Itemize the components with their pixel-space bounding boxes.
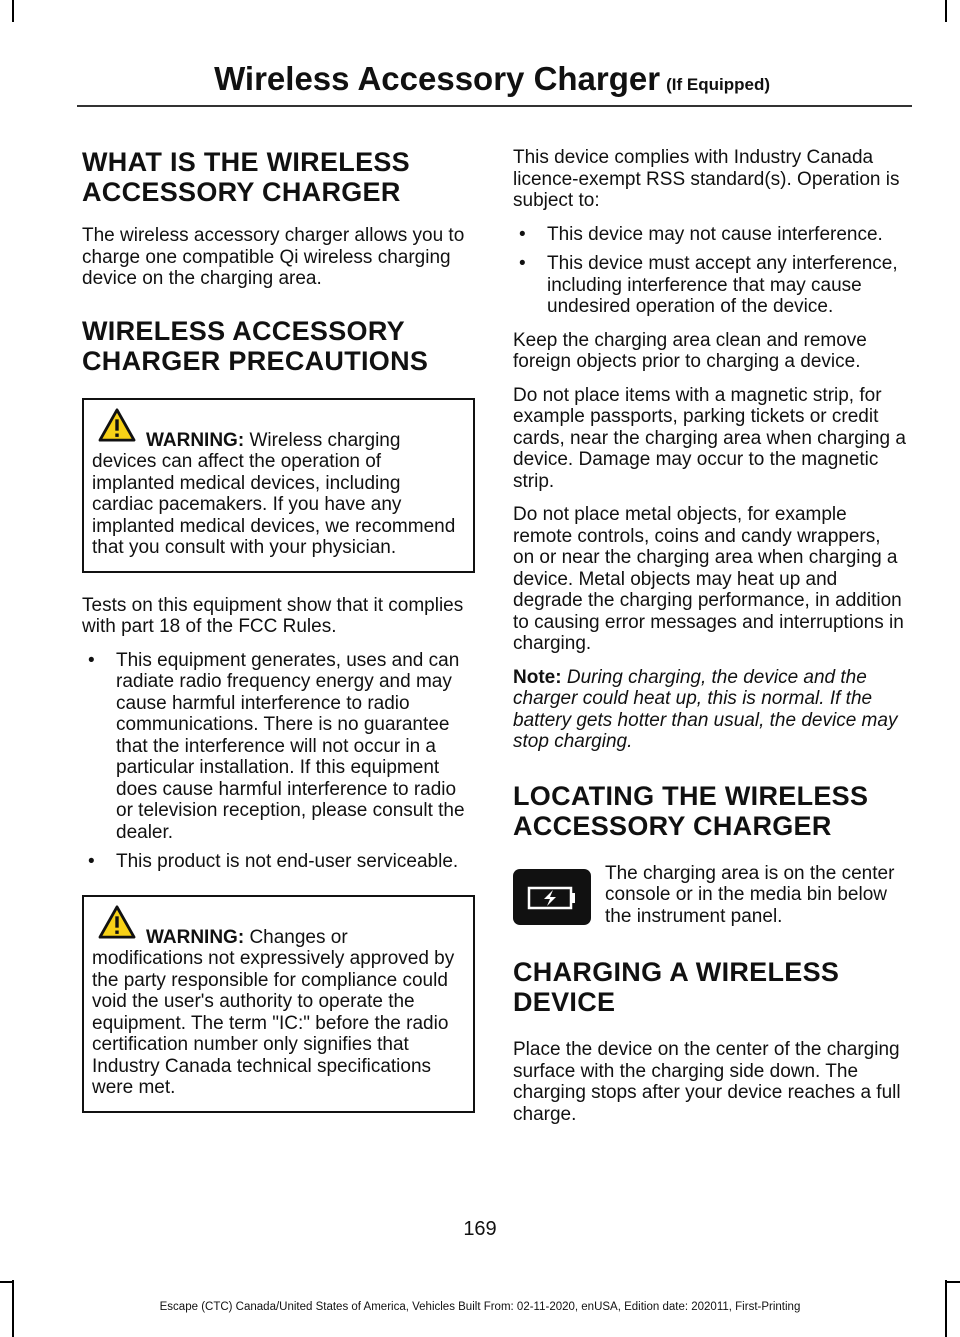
header-title: Wireless Accessory Charger bbox=[214, 60, 661, 97]
ic-bullet-list bbox=[513, 224, 906, 318]
wireless-charger-glyph bbox=[513, 869, 591, 925]
paragraph-clean-area: Keep the charging area clean and remove foreign objects prior to charging a device. bbox=[513, 329, 867, 372]
warning-box-modifications bbox=[82, 895, 475, 1113]
page-number: 169 bbox=[463, 1218, 497, 1240]
fcc-bullet-list bbox=[82, 650, 475, 873]
note-label: Note: bbox=[513, 666, 562, 688]
locate-row bbox=[513, 863, 906, 928]
list-item bbox=[82, 851, 475, 873]
crop-mark bbox=[0, 1281, 12, 1283]
left-column bbox=[82, 147, 475, 1135]
note-text: During charging, the device and the charger could heat up, this is normal. If the battery gets hotter than usual, the device may stop charging. bbox=[513, 666, 898, 752]
page-header bbox=[214, 60, 770, 98]
warning-text-modifications bbox=[92, 927, 463, 1099]
right-column bbox=[513, 147, 906, 1137]
locate-text: The charging area is on the center console or in the media bin below the instrument panel. bbox=[605, 862, 895, 927]
warning-text-medical bbox=[92, 430, 463, 559]
charging-paragraph: Place the device on the center of the charging surface with the charging side down. The charging stops after your device reaches a full charge. bbox=[513, 1039, 901, 1125]
crop-mark bbox=[946, 1281, 960, 1283]
warning-label: WARNING: bbox=[146, 926, 245, 948]
paragraph-metal: Do not place metal objects, for example remote controls, coins and candy wrappers, on or near the charging area when charging a device. Metal objects may heat up and degrade the charging performance, in addition to causing error messages and interruptions in charging. bbox=[513, 504, 904, 654]
warning-box-medical bbox=[82, 398, 475, 573]
section-heading-charging: CHARGING A WIRELESS DEVICE bbox=[513, 957, 840, 1017]
list-item-text: This device may not cause interference. bbox=[547, 223, 883, 245]
section-heading-what-is: WHAT IS THE WIRELESS ACCESSORY CHARGER bbox=[82, 147, 410, 207]
crop-mark bbox=[12, 0, 14, 22]
header-divider bbox=[77, 105, 912, 107]
warning-triangle-icon bbox=[98, 408, 136, 442]
paragraph-magnetic: Do not place items with a magnetic strip, for example passports, parking tickets or credit cards, near the charging area when charging a device. Damage may occur to the magnetic strip. bbox=[513, 384, 906, 492]
bullet-mark: • bbox=[88, 649, 95, 671]
warning-body: Wireless charging devices can affect the operation of implanted medical devices, including cardiac pacemakers. If you have any implanted medical devices, we recommend that you consult with your physician. bbox=[92, 429, 456, 558]
list-item-text: This device must accept any interference, including interference that may cause undesired operation of the device. bbox=[547, 253, 898, 317]
ic-intro: This device complies with Industry Canada licence-exempt RSS standard(s). Operation is subject to: bbox=[513, 147, 900, 211]
list-item-text: This product is not end-user serviceable. bbox=[116, 851, 459, 872]
section-heading-locating: LOCATING THE WIRELESS ACCESSORY CHARGER bbox=[513, 780, 869, 841]
list-item-text: This equipment generates, uses and can radiate radio frequency energy and may cause harmful interference to radio communications. There is no guarantee that the interference will not occur in a particular installation. If this equipment does cause harmful interference to radio or television reception, please consult the dealer. bbox=[116, 649, 465, 843]
bullet-mark: • bbox=[519, 223, 526, 245]
bullet-mark: • bbox=[519, 253, 526, 274]
list-item bbox=[513, 253, 906, 318]
section-heading-precautions: WIRELESS ACCESSORY CHARGER PRECAUTIONS bbox=[82, 315, 429, 376]
list-item bbox=[82, 650, 475, 844]
wireless-charger-icon bbox=[513, 869, 591, 925]
warning-body: Changes or modifications not expressively approved by the party responsible for compliance could void the user's authority to operate the equipment. The term "IC:" before the radio certification number only signifies that Industry Canada technical specifications were met. bbox=[92, 926, 455, 1098]
list-item bbox=[513, 224, 906, 246]
note-paragraph bbox=[513, 667, 906, 753]
crop-mark bbox=[945, 0, 947, 22]
header-subtitle: (If Equipped) bbox=[666, 75, 770, 94]
warning-triangle-icon bbox=[98, 905, 136, 939]
warning-label: WARNING: bbox=[146, 429, 245, 451]
footer-edition: Escape (CTC) Canada/United States of America, Vehicles Built From: 02-11-2020, enUSA, Edition date: 202011, First-Printing bbox=[159, 1301, 801, 1313]
bullet-mark: • bbox=[88, 851, 95, 872]
fcc-intro: Tests on this equipment show that it complies with part 18 of the FCC Rules. bbox=[82, 594, 464, 637]
intro-paragraph: The wireless accessory charger allows you to charge one compatible Qi wireless charging device on the charging area. bbox=[82, 225, 465, 289]
